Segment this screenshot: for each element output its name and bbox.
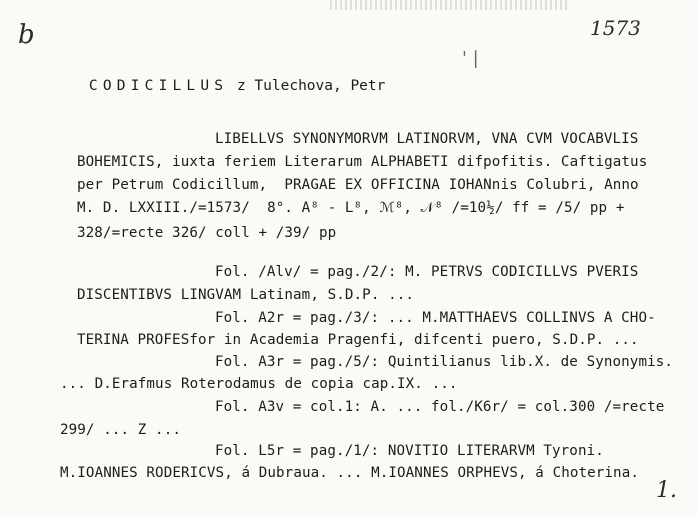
body-line-11: ... D.Erafmus Roterodamus de copia cap.IX. ... bbox=[60, 376, 458, 392]
heading-name: z Tulechova, Petr bbox=[236, 78, 386, 94]
bottom-mark: 1. bbox=[656, 478, 677, 503]
body-line-8: Fol. A2r = pag./3/: ... M.MATTHAEVS COLLINVS A CHO- bbox=[215, 310, 656, 326]
body-line-5: 328/=recte 326/ coll + /39/ pp bbox=[77, 225, 337, 241]
body-line-2: BOHEMICIS, iuxta feriem Literarum ALPHABETI difpofitis. Caftigatus bbox=[77, 154, 648, 170]
body-line-13: 299/ ... Z ... bbox=[60, 422, 181, 438]
body-line-7: DISCENTIBVS LINGVAM Latinam, S.D.P. ... bbox=[77, 287, 415, 303]
body-line-3: per Petrum Codicillum, PRAGAE EX OFFICINA IOHANnis Colubri, Anno bbox=[77, 177, 639, 193]
body-line-10: Fol. A3r = pag./5/: Quintilianus lib.X. de Synonymis. bbox=[215, 354, 674, 370]
heading-surname: CODICILLUS bbox=[88, 78, 229, 94]
body-line-4: M. D. LXXIII./=1573/ 8°. A⁸ - L⁸, ℳ⁸, 𝒩⁸ /=10½/ ff = /5/ pp + bbox=[77, 200, 625, 216]
body-line-1: LIBELLVS SYNONYMORVM LATINORVM, VNA CVM VOCABVLIS bbox=[215, 131, 639, 147]
body-line-6: Fol. /Alv/ = pag./2/: M. PETRVS CODICILLVS PVERIS bbox=[215, 264, 639, 280]
body-line-12: Fol. A3v = col.1: A. ... fol./K6r/ = col.300 /=recte bbox=[215, 399, 665, 415]
pencil-tick: ' | bbox=[462, 48, 479, 69]
heading-line bbox=[54, 62, 385, 110]
scan-noise bbox=[330, 0, 570, 10]
catalog-number: 1573 bbox=[590, 16, 641, 40]
body-line-14: Fol. L5r = pag./1/: NOVITIO LITERARVM Tyroni. bbox=[215, 443, 604, 459]
body-line-9: TERINA PROFESfor in Academia Pragenfi, difcenti puero, S.D.P. ... bbox=[77, 332, 639, 348]
body-line-15: M.IOANNES RODERICVS, á Dubraua. ... M.IOANNES ORPHEVS, á Choterina. bbox=[60, 465, 639, 481]
corner-mark: b bbox=[18, 20, 35, 50]
